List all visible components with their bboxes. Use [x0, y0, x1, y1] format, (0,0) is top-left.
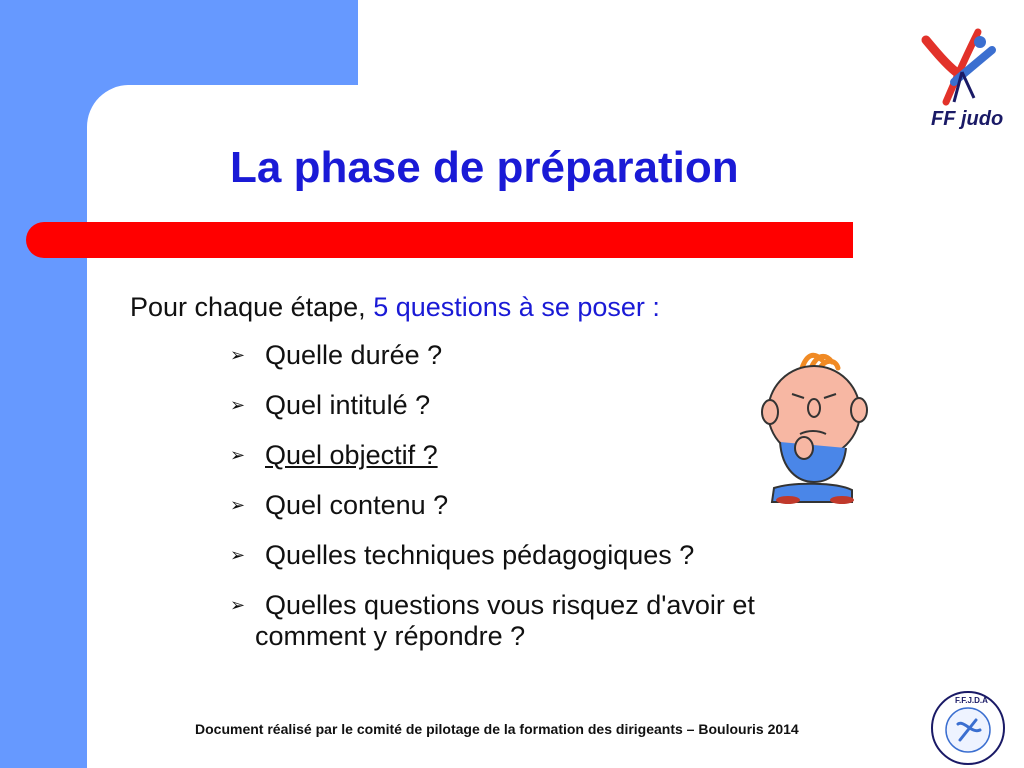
arrow-bullet-icon: ➢ — [230, 545, 246, 565]
list-item-text: Quelle durée ? — [265, 340, 443, 370]
slide-title: La phase de préparation — [230, 143, 739, 192]
arrow-bullet-icon: ➢ — [230, 345, 246, 365]
list-item-text: Quel contenu ? — [265, 490, 449, 520]
intro-line — [130, 292, 660, 323]
arrow-bullet-icon: ➢ — [230, 445, 246, 465]
list-item — [230, 590, 920, 652]
footer-text: Document réalisé par le comité de pilotage de la formation des dirigeants – Boulouris 2014 — [195, 721, 799, 737]
list-item-text: Quel intitulé ? — [265, 390, 431, 420]
list-item-text: Quel objectif ? — [265, 440, 438, 470]
list-item-continuation: comment y répondre ? — [255, 621, 526, 651]
intro-lead: Pour chaque étape, — [130, 292, 366, 322]
seal-text: F.F.J.D.A — [955, 696, 988, 705]
arrow-bullet-icon: ➢ — [230, 395, 246, 415]
thinking-child-icon — [752, 350, 870, 505]
background-blue-strip — [0, 225, 87, 768]
list-item-text: Quelles questions vous risquez d'avoir et — [265, 590, 755, 620]
list-item-text: Quelles techniques pédagogiques ? — [265, 540, 695, 570]
logo-text: FF judo — [931, 108, 1004, 130]
arrow-bullet-icon: ➢ — [230, 595, 246, 615]
arrow-bullet-icon: ➢ — [230, 495, 246, 515]
list-item — [230, 540, 920, 571]
intro-highlight: 5 questions à se poser : — [373, 292, 660, 322]
red-divider-bar — [26, 222, 853, 258]
